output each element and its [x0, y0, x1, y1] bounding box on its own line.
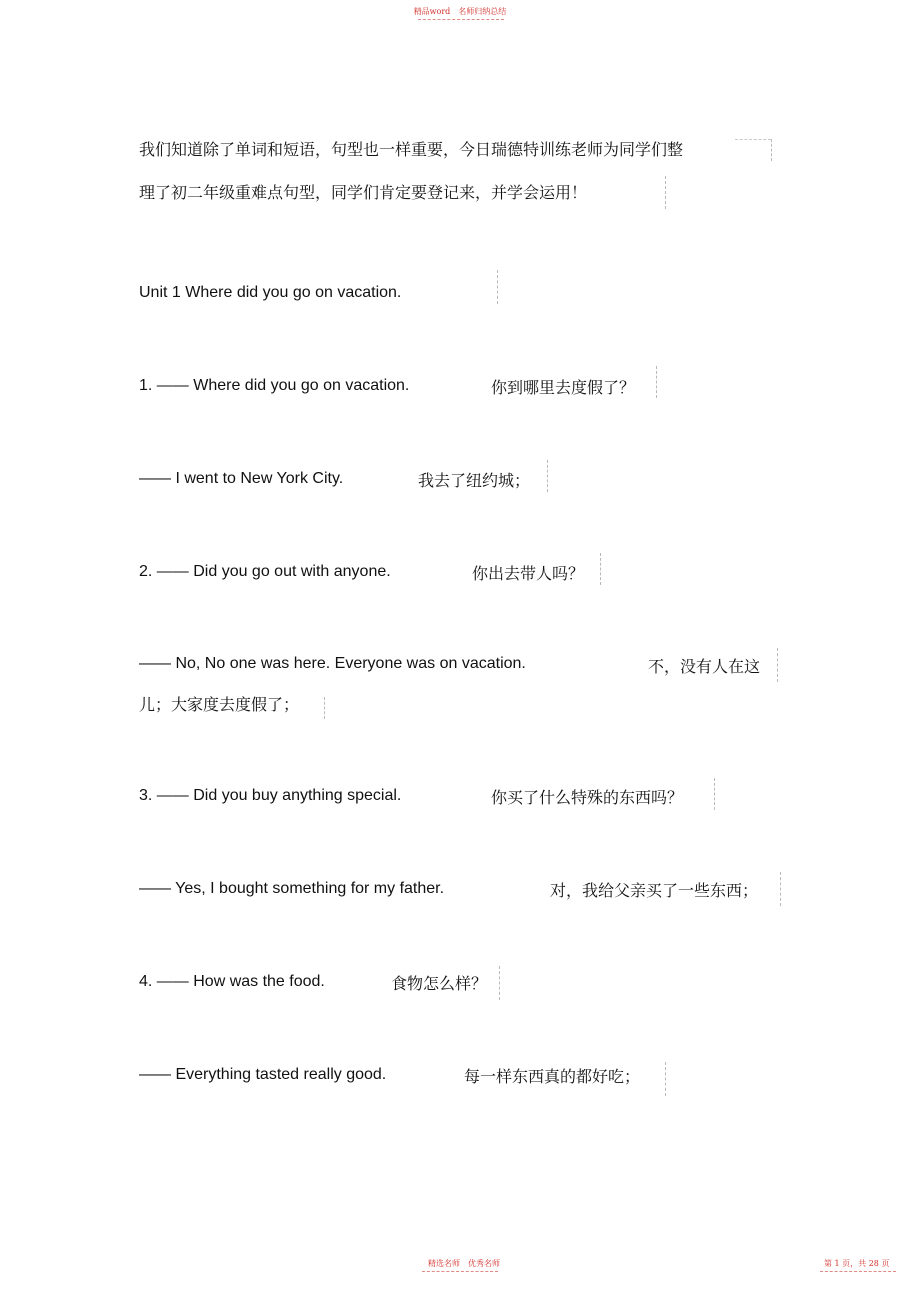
margin-mark [665, 176, 666, 209]
margin-mark [547, 460, 548, 492]
margin-mark [714, 778, 715, 810]
answer-2-zh-cont: 儿；大家度去度假了； [139, 695, 300, 714]
margin-mark [499, 966, 500, 1000]
answer-1-zh: 我去了纽约城； [418, 471, 531, 490]
header-divider [418, 19, 504, 20]
margin-mark [656, 366, 657, 398]
question-2-zh: 你出去带人吗？ [472, 564, 585, 583]
answer-3-zh: 对，我给父亲买了一些东西； [550, 881, 759, 900]
question-4-en: 4. —— How was the food. [139, 973, 325, 990]
page-number: 第 1 页，共 28 页 [824, 1259, 890, 1268]
margin-mark [777, 648, 778, 682]
footer-left-divider [422, 1271, 498, 1272]
margin-mark [665, 1062, 666, 1096]
header-text: 精品word 名师归纳总结 [413, 7, 507, 16]
margin-mark [780, 872, 781, 906]
question-3-zh: 你买了什么特殊的东西吗？ [491, 788, 684, 807]
question-1-en: 1. —— Where did you go on vacation. [139, 377, 410, 394]
question-4-zh: 食物怎么样？ [391, 974, 488, 993]
answer-2-zh: 不，没有人在这 [648, 657, 761, 676]
answer-4-en: —— Everything tasted really good. [139, 1066, 387, 1083]
margin-mark [497, 270, 498, 304]
answer-4-zh: 每一样东西真的都好吃； [464, 1067, 641, 1086]
question-3-en: 3. —— Did you buy anything special. [139, 787, 402, 804]
answer-1-en: —— I went to New York City. [139, 470, 344, 487]
margin-mark [324, 697, 325, 719]
unit-title: Unit 1 Where did you go on vacation. [139, 284, 402, 301]
question-2-en: 2. —— Did you go out with anyone. [139, 563, 391, 580]
answer-3-en: —— Yes, I bought something for my father. [139, 880, 445, 897]
question-1-zh: 你到哪里去度假了？ [491, 378, 636, 397]
margin-mark [600, 553, 601, 585]
intro-line-2: 理了初二年级重难点句型，同学们肯定要登记来，并学会运用！ [139, 183, 588, 202]
footer-left-text: 精选名师 优秀名师 [428, 1259, 500, 1268]
margin-mark [771, 139, 772, 161]
footer-right-divider [820, 1271, 896, 1272]
margin-mark [735, 139, 771, 140]
intro-line-1: 我们知道除了单词和短语，句型也一样重要，今日瑞德特训练老师为同学们整 [139, 140, 684, 159]
answer-2-en: —— No, No one was here. Everyone was on vacation. [139, 655, 526, 672]
